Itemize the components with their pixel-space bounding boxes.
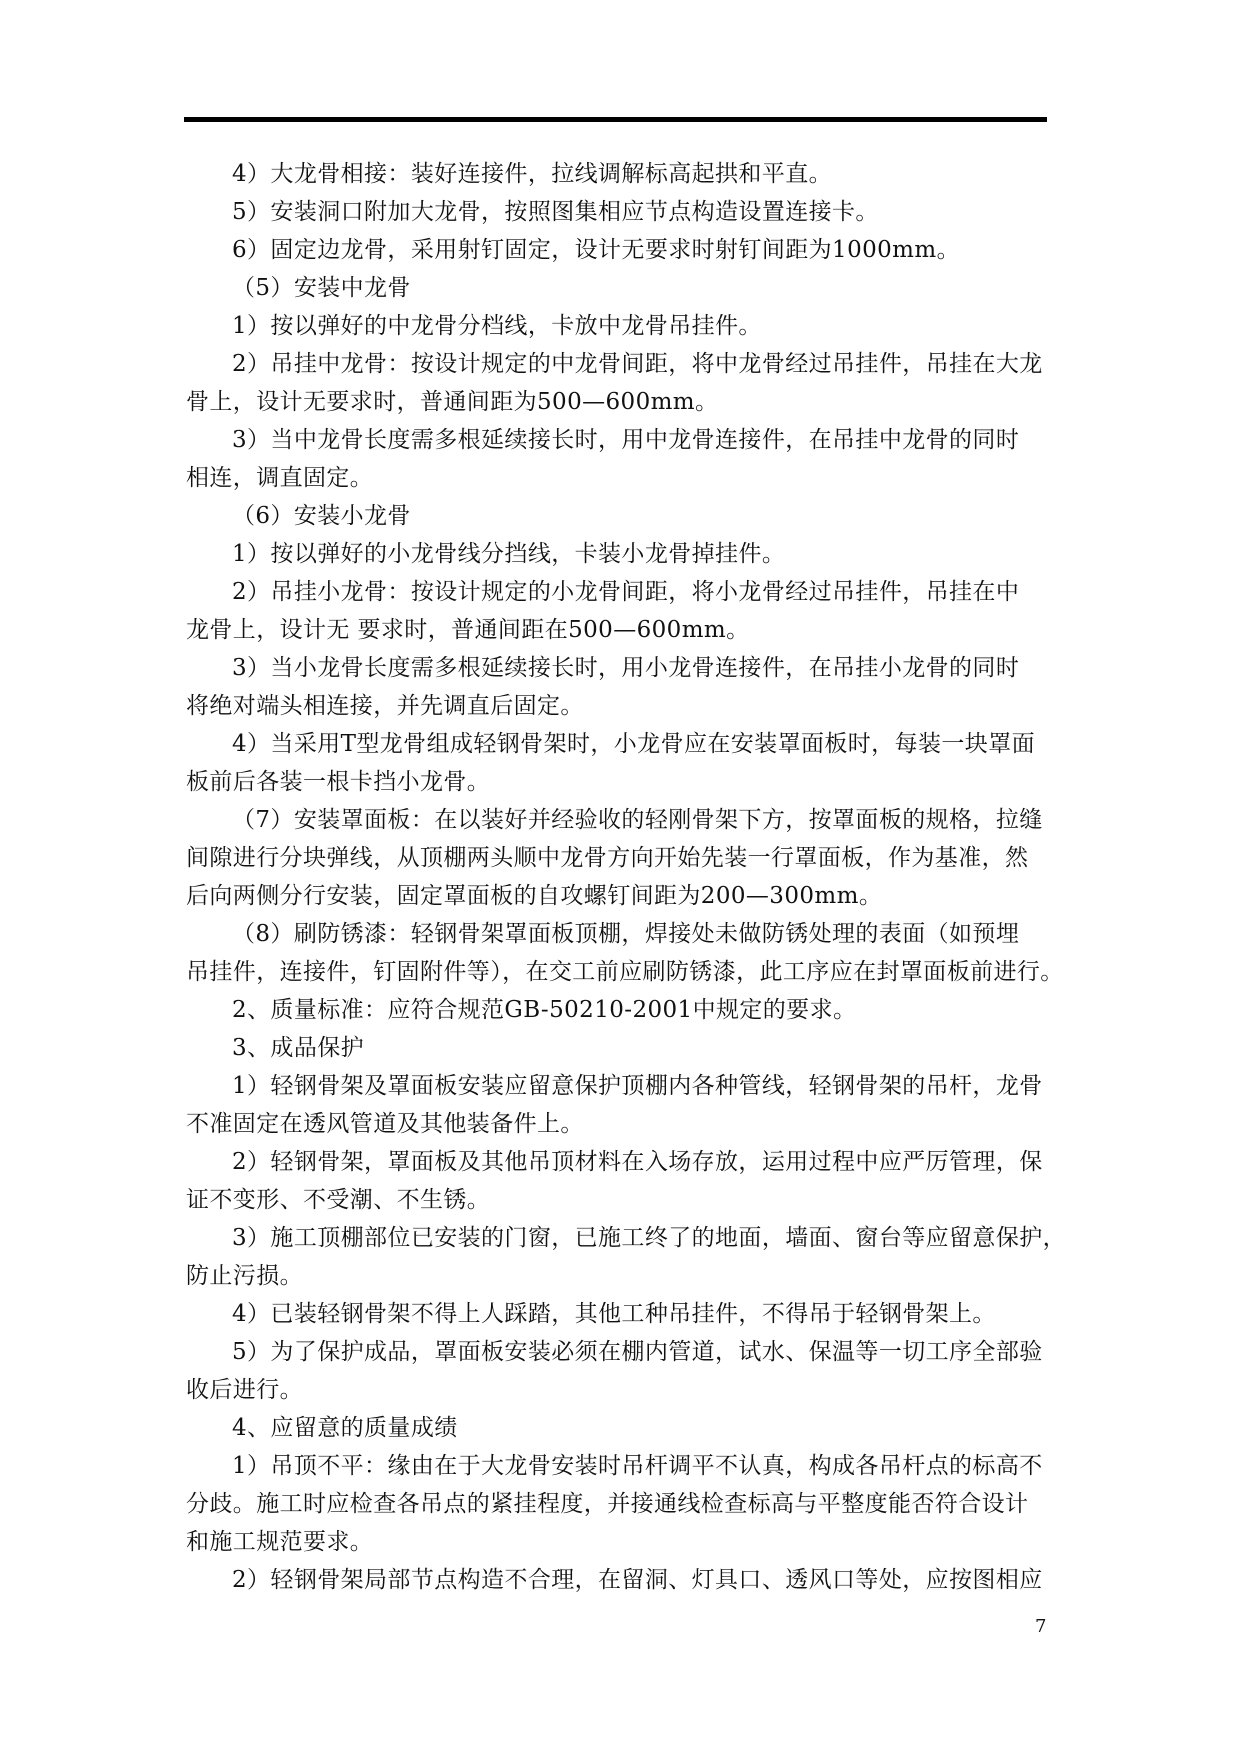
text-line: （7）安装罩面板：在以装好并经验收的轻刚骨架下方，按罩面板的规格，拉缝: [232, 807, 1043, 833]
text-line: 不准固定在透风管道及其他装备件上。: [186, 1111, 584, 1137]
page-number: 7: [1035, 1616, 1047, 1637]
text-line: 证不变形、不受潮、不生锈。: [186, 1187, 491, 1213]
text-line: 骨上，设计无要求时，普通间距为500—600mm。: [186, 389, 719, 415]
text-line: 4）当采用T型龙骨组成轻钢骨架时，小龙骨应在安装罩面板时，每装一块罩面: [232, 731, 1035, 757]
text-line: 2）吊挂小龙骨：按设计规定的小龙骨间距，将小龙骨经过吊挂件，吊挂在中: [232, 579, 1020, 605]
text-line: 相连，调直固定。: [186, 465, 374, 491]
text-line: 龙骨上，设计无 要求时，普通间距在500—600mm。: [186, 617, 750, 643]
text-line: 3、成品保护: [232, 1035, 365, 1061]
text-line: 2、质量标准：应符合规范GB-50210-2001中规定的要求。: [232, 997, 857, 1023]
text-line: 后向两侧分行安装，固定罩面板的自攻螺钉间距为200—300mm。: [186, 883, 883, 909]
text-line: 将绝对端头相连接，并先调直后固定。: [186, 693, 584, 719]
text-line: 板前后各装一根卡挡小龙骨。: [186, 769, 491, 795]
text-line: 5）安装洞口附加大龙骨，按照图集相应节点构造设置连接卡。: [232, 199, 879, 225]
text-line: 3）施工顶棚部位已安装的门窗，已施工终了的地面，墙面、窗台等应留意保护，: [232, 1225, 1067, 1251]
text-line: 和施工规范要求。: [186, 1529, 374, 1555]
text-line: 间隙进行分块弹线，从顶棚两头顺中龙骨方向开始先装一行罩面板，作为基准，然: [186, 845, 1029, 871]
text-line: 防止污损。: [186, 1263, 303, 1289]
text-line: 3）当小龙骨长度需多根延续接长时，用小龙骨连接件，在吊挂小龙骨的同时: [232, 655, 1020, 681]
text-line: 4）大龙骨相接：装好连接件，拉线调解标高起拱和平直。: [232, 161, 833, 187]
text-line: 1）吊顶不平：缘由在于大龙骨安装时吊杆调平不认真，构成各吊杆点的标高不: [232, 1453, 1043, 1479]
text-line: 2）吊挂中龙骨：按设计规定的中龙骨间距，将中龙骨经过吊挂件，吊挂在大龙: [232, 351, 1043, 377]
text-line: 2）轻钢骨架局部节点构造不合理，在留洞、灯具口、透风口等处，应按图相应: [232, 1567, 1043, 1593]
text-line: 分歧。施工时应检查各吊点的紧挂程度，并接通线检查标高与平整度能否符合设计: [186, 1491, 1029, 1517]
text-line: （8）刷防锈漆：轻钢骨架罩面板顶棚，焊接处未做防锈处理的表面（如预埋: [232, 921, 1020, 947]
text-line: 1）轻钢骨架及罩面板安装应留意保护顶棚内各种管线，轻钢骨架的吊杆，龙骨: [232, 1073, 1043, 1099]
text-line: 3）当中龙骨长度需多根延续接长时，用中龙骨连接件，在吊挂中龙骨的同时: [232, 427, 1020, 453]
text-line: 1）按以弹好的小龙骨线分挡线，卡装小龙骨掉挂件。: [232, 541, 786, 567]
text-line: 1）按以弹好的中龙骨分档线，卡放中龙骨吊挂件。: [232, 313, 762, 339]
text-line: （5）安装中龙骨: [232, 275, 411, 301]
header-rule: [184, 117, 1047, 122]
text-line: 4、应留意的质量成绩: [232, 1415, 458, 1441]
text-line: 收后进行。: [186, 1377, 303, 1403]
text-line: 吊挂件，连接件，钉固附件等），在交工前应刷防锈漆，此工序应在封罩面板前进行。: [186, 959, 1064, 985]
text-line: 6）固定边龙骨，采用射钉固定，设计无要求时射钉间距为1000mm。: [232, 237, 960, 263]
text-line: 4）已装轻钢骨架不得上人踩踏，其他工种吊挂件，不得吊于轻钢骨架上。: [232, 1301, 996, 1327]
text-line: （6）安装小龙骨: [232, 503, 411, 529]
text-line: 2）轻钢骨架，罩面板及其他吊顶材料在入场存放，运用过程中应严厉管理，保: [232, 1149, 1043, 1175]
text-line: 5）为了保护成品，罩面板安装必须在棚内管道，试水、保温等一切工序全部验: [232, 1339, 1043, 1365]
document-body: [186, 155, 1086, 1599]
